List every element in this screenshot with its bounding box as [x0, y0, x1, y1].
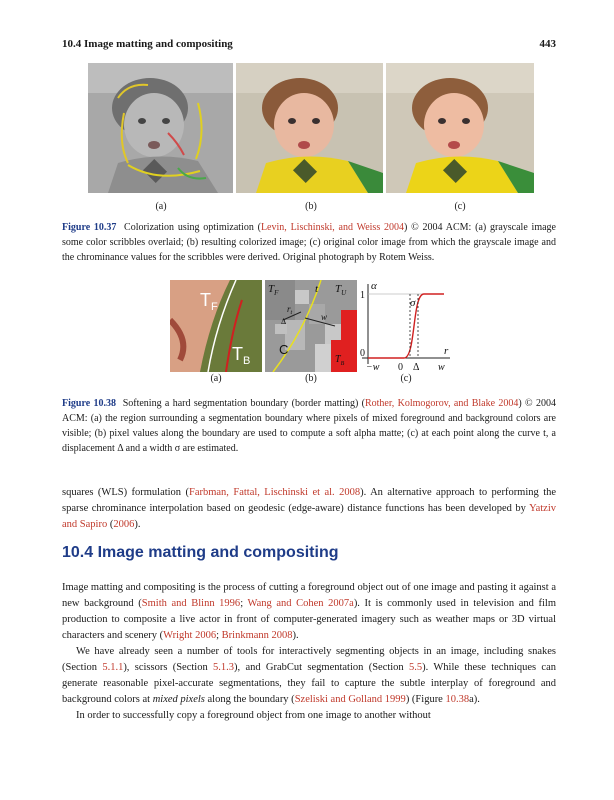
panel-c-zero-x-label: 0: [398, 362, 403, 372]
citation-link[interactable]: 2006: [113, 519, 135, 530]
figure-10-38-panel-c: [358, 280, 453, 372]
panel-c-zero-label: 0: [360, 348, 365, 359]
panel-c-alpha-label: α: [371, 280, 377, 292]
figure-label: Figure 10.38: [62, 398, 116, 409]
panel-b-r-label: $r_t$: [287, 304, 293, 316]
section-body: [62, 580, 556, 724]
paragraph-2: We have already seen a number of tools for interactively segmenting objects in an image, including snakes (Section 5.1.1), scissors (Section 5.1.3), and GrabCut segmentation (Section 5.5). While these techniques can generate reasonable pixel-accurate segmentations, they fail to capture the subtle interplay of foreground and background colors at mixed pixels along the boundary (Szeliski and Golland 1999) (Figure 10.38a).: [62, 646, 556, 705]
section-link[interactable]: 5.5: [409, 662, 423, 673]
figure-label: Figure 10.37: [62, 222, 117, 233]
section-link[interactable]: 5.1.1: [102, 662, 124, 673]
citation-link[interactable]: Wright 2006: [163, 630, 217, 641]
panel-c-one-label: 1: [360, 290, 365, 301]
running-header: [62, 38, 556, 54]
citation-link[interactable]: Wang and Cohen 2007a: [247, 598, 354, 609]
panel-a-tf-label: $T_F$: [200, 290, 218, 313]
panel-c-neg-w-label: −w: [366, 362, 380, 372]
figure-10-38-label-b: (b): [305, 373, 317, 384]
figure-10-37-photo-b: [236, 63, 383, 193]
panel-c-r-label: r: [444, 345, 449, 357]
panel-b-tf-label: $T_F$: [268, 283, 279, 297]
panel-c-delta-label: Δ: [413, 362, 420, 372]
paragraph-3: In order to successfully copy a foreground object from one image to another without: [76, 710, 431, 721]
figure-10-37-caption: Figure 10.37 Colorization using optimization (Levin, Lischinski, and Weiss 2004) © 2004 ACM: (a) grayscale image some color scribbles overlaid; (b) resulting colorized image; (c) original color image from which the grayscale image and the chrominance values for the scribbles were derived. Original photograph by Rotem Weiss.: [62, 222, 556, 263]
figure-10-37-label-a: (a): [155, 201, 167, 212]
figure-10-38-caption: Figure 10.38 Softening a hard segmentation boundary (border matting) (Rother, Kolmogorov, and Blake 2004) © 2004 ACM: (a) the region surrounding a segmentation boundary where pixels of mixed foreground and background colors are visible; (b) pixel values along the boundary are used to compute a soft alpha matte; (c) at each point along the curve t, a displacement Δ and a width σ are estimated.: [62, 398, 556, 454]
paragraph-1: Image matting and compositing is the process of cutting a foreground object out of one image and pasting it against a new background (Smith and Blinn 1996; Wang and Cohen 2007a). It is commonly used in television and film production to composite a live actor in front of computer-generated imagery such as weather maps or 3D virtual characters and scenery (Wright 2006; Brinkmann 2008).: [62, 582, 557, 641]
figure-10-38-label-c: (c): [400, 373, 412, 384]
citation-link[interactable]: Brinkmann 2008: [221, 630, 293, 641]
figure-10-38-label-a: (a): [210, 373, 222, 384]
figure-10-38-panel-b: [265, 280, 357, 372]
panel-b-tu-label: $T_U$: [335, 283, 347, 297]
citation-link[interactable]: Farbman, Fattal, Lischinski et al. 2008: [188, 487, 361, 498]
paragraph-wls: squares (WLS) formulation (Farbman, Fattal, Lischinski et al. 2008). An alternative approach to performing the sparse chrominance interpolation based on geodesic (edge-aware) distance functions has been developed by Yatziv and Sapiro (2006).: [62, 487, 557, 530]
header-page-number: 443: [539, 38, 556, 50]
panel-b-c-label: C: [279, 342, 289, 357]
panel-b-tb-label: $T_B$: [335, 354, 345, 367]
panel-c-sigma-label: σ: [410, 297, 416, 309]
figure-10-37-label-b: (b): [305, 201, 317, 212]
citation-link[interactable]: Rother, Kolmogorov, and Blake 2004: [364, 398, 519, 409]
figure-link[interactable]: 10.38: [445, 694, 470, 705]
figure-10-37-photo-c: [386, 63, 534, 193]
panel-b-w-label: w: [321, 312, 328, 322]
section-heading: 10.4 Image matting and compositing: [62, 544, 339, 561]
panel-b-delta-label: Δ: [281, 317, 287, 326]
panel-c-w-label: w: [438, 362, 445, 372]
panel-b-t-label: t: [315, 283, 319, 295]
panel-a-tb-label: $T_B$: [232, 344, 251, 367]
figure-10-37-photo-a: [88, 63, 233, 193]
figure-10-38-panel-a: [170, 280, 262, 372]
citation-link[interactable]: Smith and Blinn 1996: [141, 598, 241, 609]
citation-link[interactable]: Szeliski and Golland 1999: [294, 694, 406, 705]
figure-10-37-label-c: (c): [454, 201, 466, 212]
citation-link[interactable]: Levin, Lischinski, and Weiss 2004: [260, 222, 405, 233]
header-section: 10.4 Image matting and compositing: [62, 38, 233, 50]
citation-link[interactable]: Yatziv and Sapiro: [62, 503, 556, 530]
section-link[interactable]: 5.1.3: [213, 662, 235, 673]
